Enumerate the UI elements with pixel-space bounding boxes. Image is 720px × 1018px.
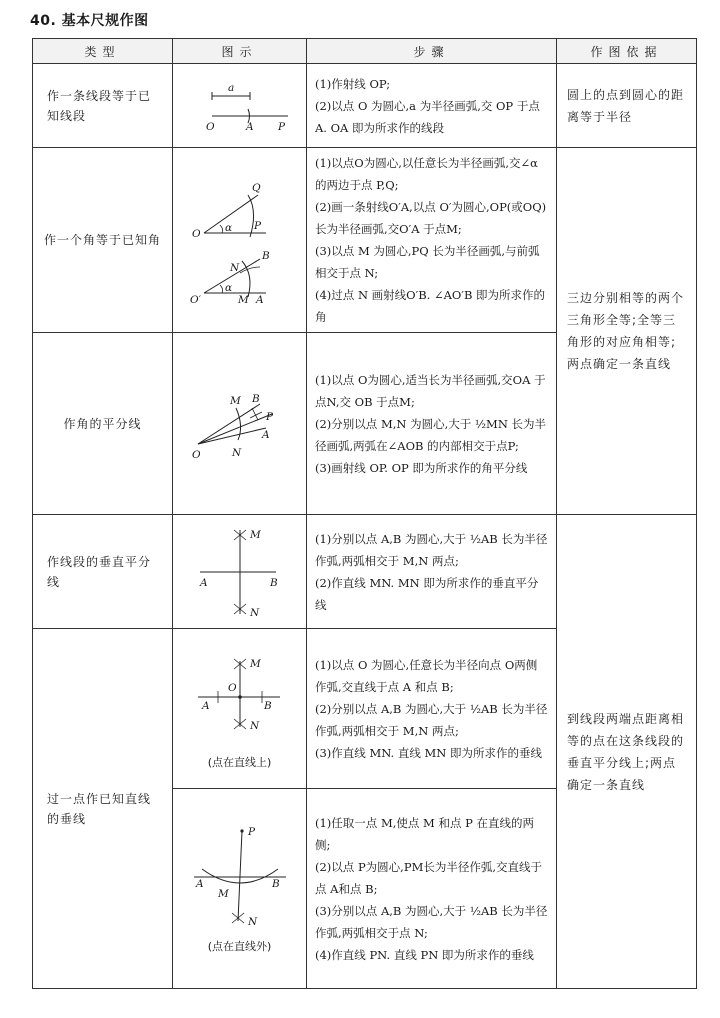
step-2: (2)以点 P为圆心,PM长为半径作弧,交直线于点 A和点 B;: [315, 859, 543, 896]
label-a-point: A: [255, 294, 264, 305]
step-2: (2)分别以点 A,B 为圆心,大于 ½AB 长为半径作弧,两弧相交于 M,N 两点;: [315, 701, 548, 738]
label-b: B: [269, 576, 278, 589]
label-n: N: [231, 446, 241, 459]
angle-bisector-figure: [180, 374, 300, 474]
label-o: O: [191, 448, 201, 461]
row-steps: [307, 148, 557, 333]
table-row: [33, 148, 697, 333]
step-3: (3)以点 M 为圆心,PQ 长为半径画弧,与前弧相交于点 N;: [315, 244, 540, 280]
step-4: (4)作直线 PN. 直线 PN 即为所求作的垂线: [315, 947, 534, 962]
angle-copy-figure: [180, 175, 300, 305]
label-m: M: [217, 887, 229, 900]
label-n: N: [247, 915, 257, 928]
row-figure: [173, 629, 307, 789]
row-steps: [307, 333, 557, 515]
label-alpha: α: [224, 222, 232, 234]
label-n: N: [249, 719, 259, 732]
row-basis-merged: 三边分别相等的两个三角形全等;全等三角形的对应角相等;两点确定一条直线: [557, 148, 697, 515]
label-b: B: [251, 392, 260, 405]
perpendicular-from-point-figure: [180, 821, 300, 937]
label-p: P: [247, 825, 255, 838]
label-a-point: A: [261, 428, 270, 441]
step-1: (1)任取一点 M,使点 M 和点 P 在直线的两侧;: [315, 815, 535, 852]
label-m: M: [249, 657, 261, 670]
row-type: 作一个角等于已知角: [33, 148, 173, 333]
label-o: O: [227, 681, 237, 694]
step-3: (3)作直线 MN. 直线 MN 即为所求作的垂线: [315, 745, 543, 760]
row-type: 过一点作已知直线的垂线: [33, 629, 173, 989]
label-p: P: [253, 220, 261, 232]
step-1: (1)以点O为圆心,以任意长为半径画弧,交∠α的两边于点 P,Q;: [315, 156, 538, 192]
row-steps: [307, 789, 557, 989]
step-2: (2)分别以点 M,N 为圆心,大于 ½MN 长为半径画弧,两弧在∠AOB 的内部相交于点P;: [315, 416, 547, 453]
figure-caption: (点在直线外): [207, 939, 272, 953]
label-o: O: [205, 120, 215, 133]
label-a-point: A: [195, 877, 204, 890]
row-figure: [173, 333, 307, 515]
step-1: (1)以点 O为圆心,适当长为半径画弧,交OA 于点N,交 OB 于点M;: [315, 372, 546, 409]
step-1: (1)分别以点 A,B 为圆心,大于 ½AB 长为半径作弧,两弧相交于 M,N 两点;: [315, 531, 548, 568]
header-steps: 步骤: [307, 39, 557, 64]
row-type: 作一条线段等于已知线段: [33, 64, 173, 148]
label-a-point: A: [201, 699, 210, 712]
label-o: O: [191, 228, 201, 240]
step-4: (4)过点 N 画射线O′B. ∠AO′B 即为所求作的角: [315, 288, 546, 324]
perpendicular-on-line-figure: [180, 645, 300, 753]
label-m: M: [249, 528, 261, 541]
label-b: B: [271, 877, 280, 890]
row-basis-merged: 到线段两端点距离相等的点在这条线段的垂直平分线上;两点确定一条直线: [557, 515, 697, 989]
label-n: N: [229, 262, 239, 274]
row-type: 作角的平分线: [33, 333, 173, 515]
label-n: N: [249, 606, 259, 619]
row-steps: [307, 629, 557, 789]
segment-copy-figure: [180, 71, 300, 141]
row-steps: [307, 64, 557, 148]
row-basis: 圆上的点到圆心的距离等于半径: [557, 64, 697, 148]
header-type: 类型: [33, 39, 173, 64]
header-figure: 图示: [173, 39, 307, 64]
step-1: (1)以点 O 为圆心,任意长为半径向点 O两侧作弧,交直线于点 A 和点 B;: [315, 657, 538, 694]
row-figure: [173, 64, 307, 148]
row-type: 作线段的垂直平分线: [33, 515, 173, 629]
step-2: (2)画一条射线O′A,以点 O′为圆心,OP(或OQ)长为半径画弧,交O′A 于点M;: [315, 200, 547, 236]
construction-table: [32, 38, 697, 989]
perpendicular-bisector-figure: [180, 520, 300, 624]
label-b: B: [261, 250, 270, 262]
table-row: [33, 515, 697, 629]
row-figure: [173, 148, 307, 333]
figure-caption: (点在直线上): [207, 755, 272, 769]
header-basis: 作图依据: [557, 39, 697, 64]
label-a: a: [227, 81, 234, 94]
step-3: (3)分别以点 A,B 为圆心,大于 ½AB 长为半径作弧,两弧相交于点 N;: [315, 903, 548, 940]
row-figure: [173, 515, 307, 629]
label-m: M: [229, 394, 241, 407]
page-title: 40. 基本尺规作图: [30, 13, 149, 29]
step-2: (2)作直线 MN. MN 即为所求作的垂直平分线: [315, 575, 539, 612]
label-alpha-2: α: [224, 282, 232, 294]
header-row: [33, 39, 697, 64]
row-figure: [173, 789, 307, 989]
label-a-point: A: [245, 120, 254, 133]
step-2: (2)以点 O 为圆心,a 为半径画弧,交 OP 于点 A. OA 即为所求作的线段: [315, 98, 540, 135]
step-1: (1)作射线 OP;: [315, 76, 391, 91]
row-steps: [307, 515, 557, 629]
label-m: M: [237, 294, 249, 305]
label-p: P: [277, 120, 285, 133]
label-b: B: [263, 699, 272, 712]
table-row: [33, 64, 697, 148]
label-o-prime: O′: [189, 294, 201, 305]
label-a-point: A: [199, 576, 208, 589]
step-3: (3)画射线 OP. OP 即为所求作的角平分线: [315, 460, 528, 475]
label-p: P: [265, 410, 273, 423]
label-q: Q: [251, 182, 261, 194]
